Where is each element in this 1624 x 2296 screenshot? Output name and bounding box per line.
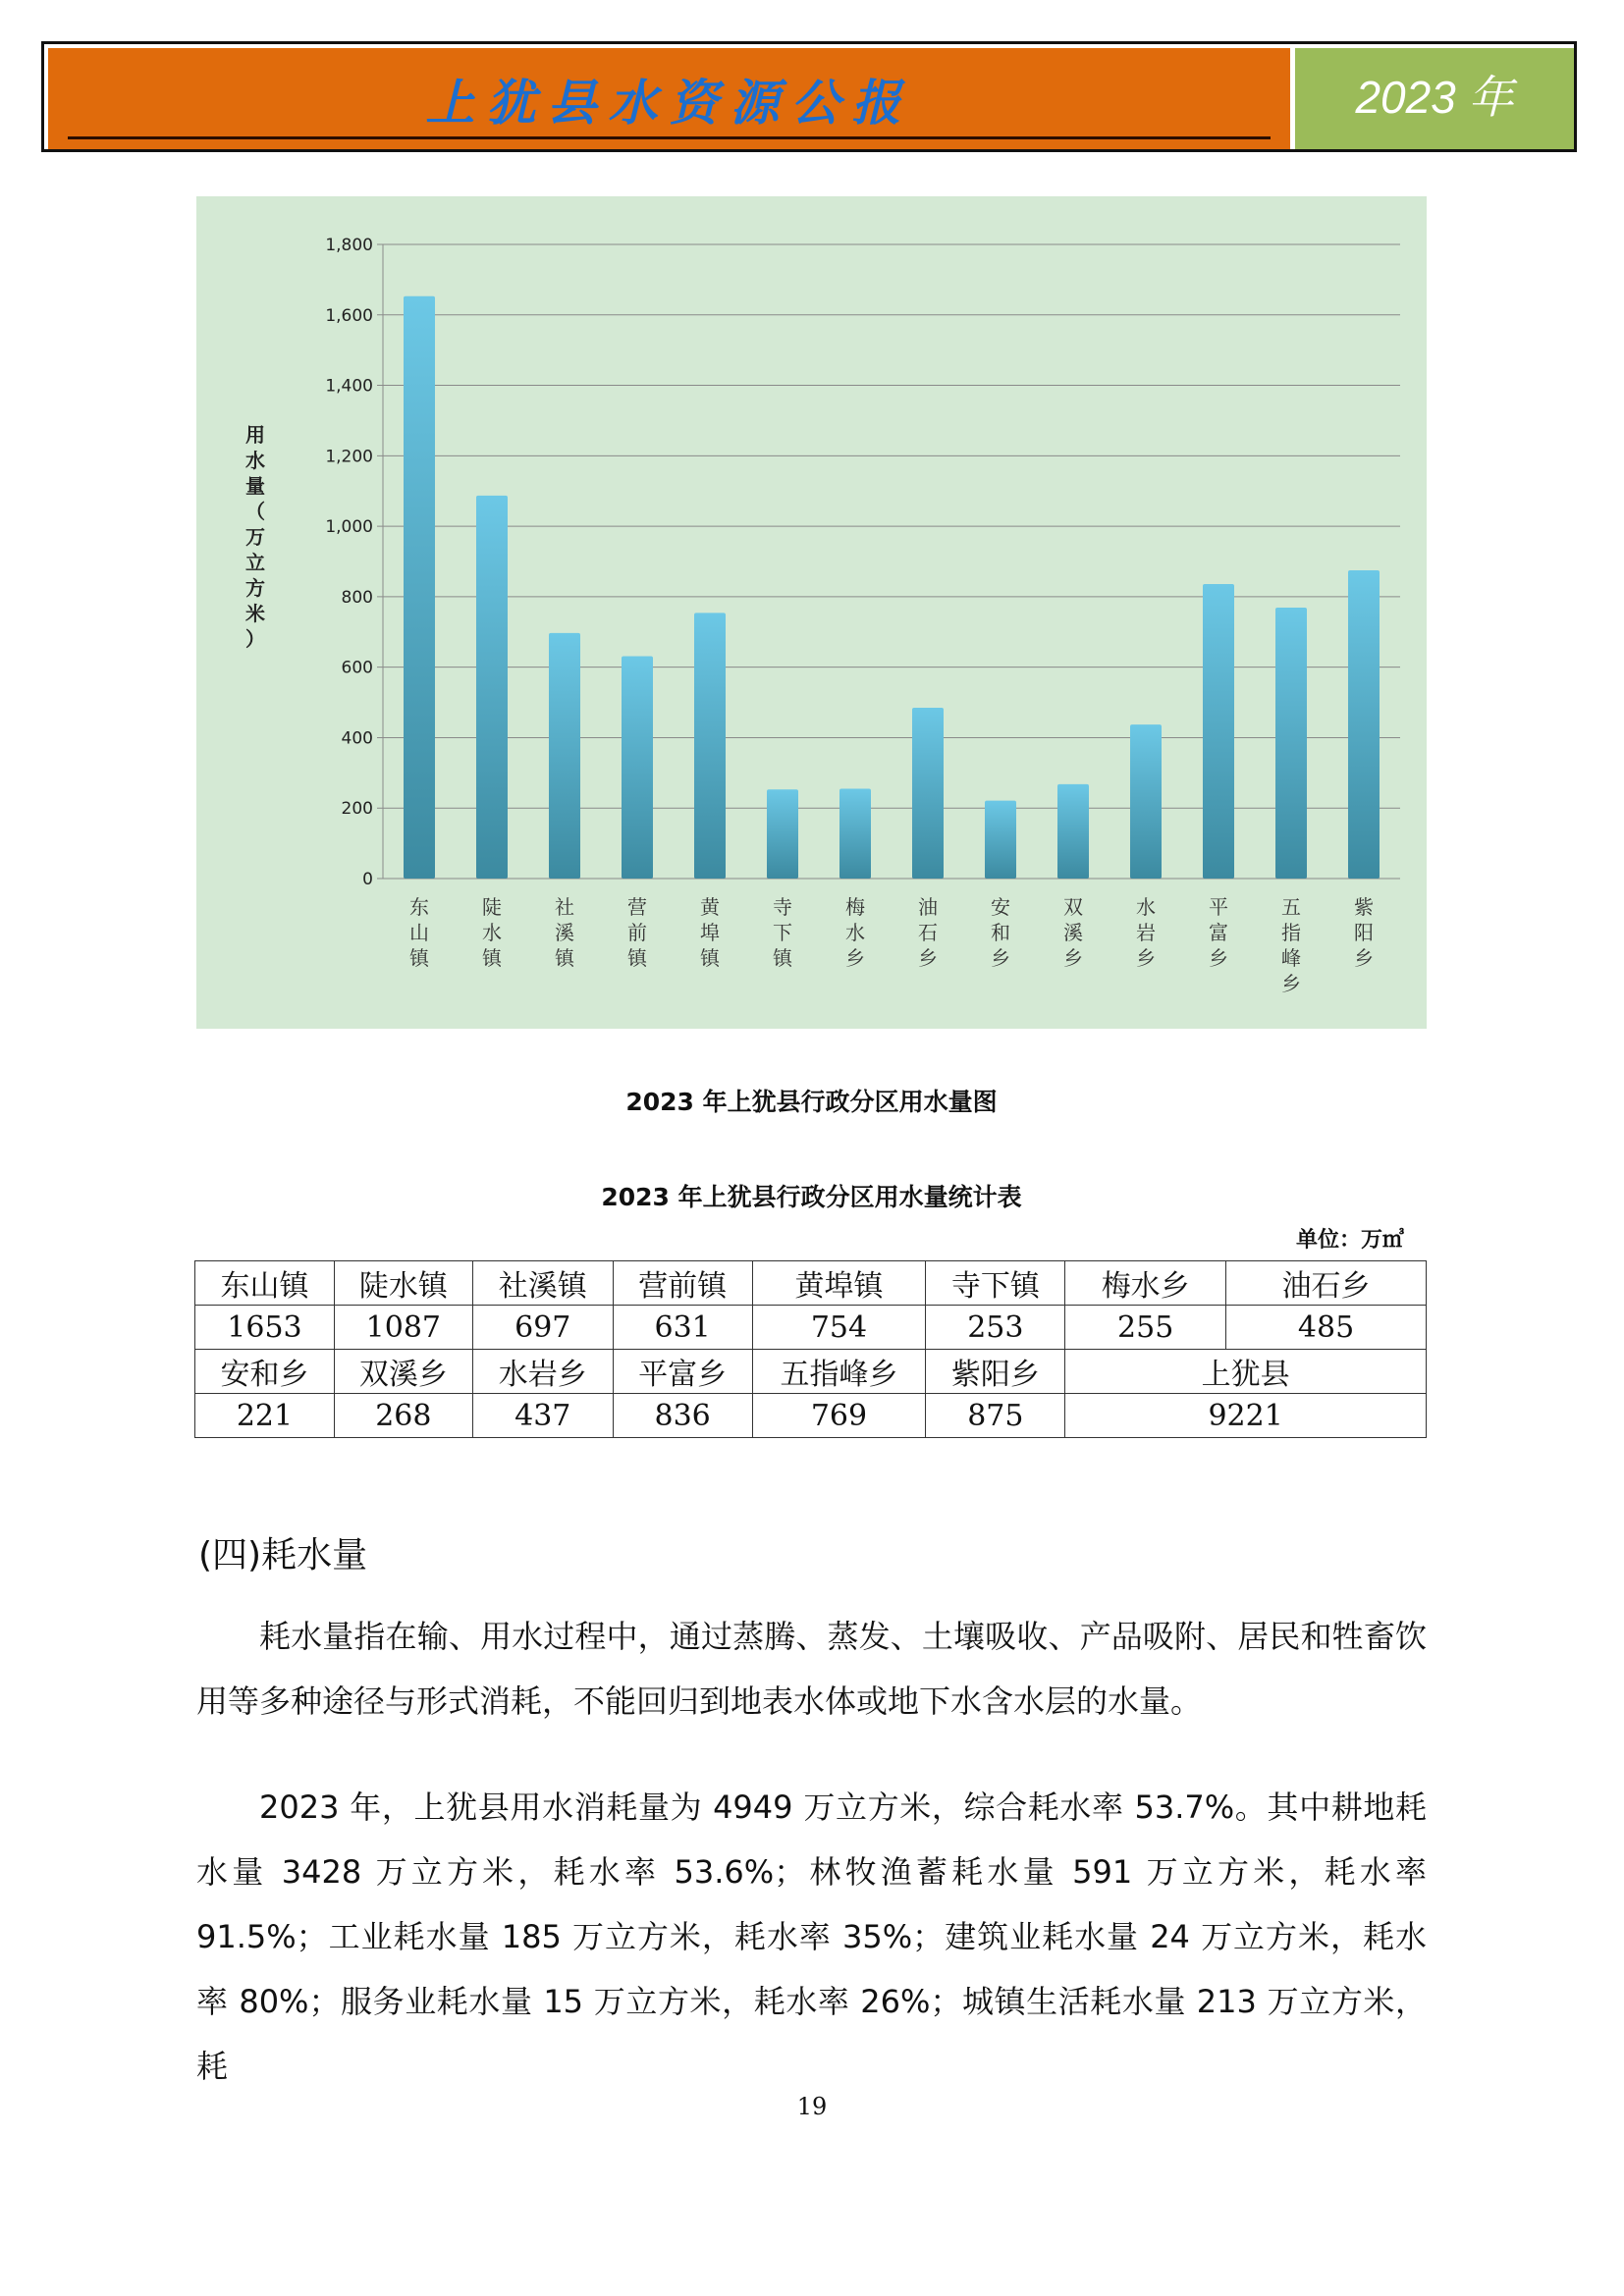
x-tick-label: 岩 [1136,921,1156,944]
table-row [195,1306,1427,1350]
x-tick-label: 阳 [1354,921,1374,944]
table-cell: 营前镇 [613,1261,752,1306]
table-cell: 437 [472,1394,613,1438]
water-use-bar-chart [196,196,1427,1029]
table-cell: 寺下镇 [926,1261,1065,1306]
table-cell: 221 [195,1394,335,1438]
x-tick-label: 营 [627,895,647,919]
y-tick-label: 1,400 [325,376,373,397]
x-tick-label: 社 [555,895,574,919]
x-tick-label: 五 [1281,895,1301,919]
bar [622,657,653,879]
x-tick-label: 埠 [700,921,720,944]
table-cell: 253 [926,1306,1065,1350]
table-cell: 1653 [195,1306,335,1350]
x-tick-label: 镇 [482,946,502,970]
x-tick-label: 前 [627,921,647,944]
bar [1203,584,1234,879]
table-cell: 9221 [1065,1394,1427,1438]
x-tick-label: 平 [1209,895,1228,919]
y-tick-label: 600 [341,658,373,678]
table-cell: 255 [1065,1306,1226,1350]
bar [1130,724,1162,879]
chart-caption: 2023 年上犹县行政分区用水量图 [625,1088,998,1116]
x-tick-label: 溪 [1063,921,1083,944]
header-year-panel [1295,48,1574,149]
paragraph-definition: 耗水量指在输、用水过程中，通过蒸腾、蒸发、土壤吸收、产品吸附、居民和牲畜饮用等多种途径与形式消耗，不能回归到地表水体或地下水含水层的水量。 [196,1618,1427,1720]
table-cell: 268 [334,1394,472,1438]
bar [694,613,726,879]
table-cell: 梅水乡 [1065,1261,1226,1306]
x-tick-label: 镇 [773,946,792,970]
report-year: 2023 年 [1355,72,1514,123]
x-tick-label: 下 [773,921,792,944]
y-axis-label: 量 [245,474,265,498]
report-title: 上犹县水资源公报 [425,74,913,132]
y-tick-label: 1,600 [325,305,373,326]
x-tick-label: 东 [409,895,429,919]
x-tick-label: 镇 [409,946,429,970]
x-tick-label: 油 [918,895,938,919]
bar [1275,608,1307,879]
x-tick-label: 乡 [918,946,938,970]
table-cell: 697 [472,1306,613,1350]
table-cell: 754 [752,1306,926,1350]
bar [985,801,1016,879]
table-title: 2023 年上犹县行政分区用水量统计表 [601,1183,1022,1211]
table-cell: 769 [752,1394,926,1438]
bar [549,633,580,879]
x-tick-label: 水 [1136,895,1156,919]
x-tick-label: 石 [918,921,938,944]
table-row [195,1261,1427,1306]
table-cell: 黄埠镇 [752,1261,926,1306]
y-axis-label: 方 [245,576,265,600]
x-tick-label: 乡 [1209,946,1228,970]
y-tick-label: 1,000 [325,517,373,538]
y-tick-label: 1,200 [325,447,373,467]
table-cell: 875 [926,1394,1065,1438]
x-tick-label: 梅 [845,895,865,919]
y-tick-label: 400 [341,728,373,749]
bar [767,789,798,879]
x-tick-label: 指 [1281,921,1301,944]
bar [404,296,435,879]
y-tick-label: 0 [362,870,373,889]
x-tick-label: 山 [409,921,429,944]
page-number: 19 [796,2093,828,2120]
y-tick-label: 200 [341,799,373,820]
table-cell: 1087 [334,1306,472,1350]
x-tick-label: 寺 [773,895,792,919]
y-tick-label: 800 [341,587,373,608]
table-cell: 双溪乡 [334,1350,472,1394]
header-title-panel [48,48,1290,149]
bar [839,788,871,879]
bar [476,496,508,879]
x-tick-label: 峰 [1281,946,1301,970]
table-cell: 五指峰乡 [752,1350,926,1394]
x-tick-label: 溪 [555,921,574,944]
paragraph-statistics: 2023 年，上犹县用水消耗量为 4949 万立方米，综合耗水率 53.7%。其中耕地耗水量 3428 万立方米，耗水率 53.6%；林牧渔蓄耗水量 591 万立方米，耗水率 91.5%；工业耗水量 185 万立方米，耗水率 35%；建筑业耗水量 24 万立方米，耗水率 80%；服务业耗水量 15 万立方米，耗水率 26%；城镇生活耗水量 213 万立方米，耗 [196,1789,1427,2085]
x-tick-label: 乡 [1136,946,1156,970]
table-cell: 陡水镇 [334,1261,472,1306]
x-tick-label: 乡 [845,946,865,970]
table-cell: 平富乡 [613,1350,752,1394]
y-axis-label: 水 [245,449,265,472]
x-tick-label: 富 [1209,921,1228,944]
x-tick-label: 乡 [1281,972,1301,995]
x-tick-label: 紫 [1354,895,1374,919]
x-tick-label: 陡 [482,895,502,919]
x-tick-label: 乡 [991,946,1010,970]
x-tick-label: 乡 [1354,946,1374,970]
table-cell: 紫阳乡 [926,1350,1065,1394]
chart-svg [196,196,1427,1029]
table-cell: 水岩乡 [472,1350,613,1394]
x-tick-label: 镇 [555,946,574,970]
table-row [195,1350,1427,1394]
x-tick-label: 镇 [700,946,720,970]
x-tick-label: 水 [845,921,865,944]
x-tick-label: 乡 [1063,946,1083,970]
x-tick-label: 和 [991,921,1010,944]
table-cell: 485 [1226,1306,1427,1350]
bar [1057,784,1089,879]
x-tick-label: 安 [991,895,1010,919]
table-cell: 安和乡 [195,1350,335,1394]
header-underline [68,136,1271,139]
bar [1348,570,1380,879]
y-tick-label: 1,800 [325,236,373,255]
x-tick-label: 镇 [627,946,647,970]
table-cell: 东山镇 [195,1261,335,1306]
table-cell: 油石乡 [1226,1261,1427,1306]
y-axis-label: 立 [245,551,265,574]
x-tick-label: 黄 [700,895,720,919]
table-row [195,1394,1427,1438]
table-cell: 631 [613,1306,752,1350]
y-axis-label: 米 [245,602,265,625]
y-axis-label: 万 [245,525,265,549]
section-heading: (四)耗水量 [198,1535,368,1575]
table-cell: 836 [613,1394,752,1438]
water-use-table [194,1260,1427,1438]
x-tick-label: 水 [482,921,502,944]
table-unit: 单位：万㎥ [1295,1228,1404,1253]
bar [912,708,944,879]
y-axis-label: ） [245,627,265,651]
table-cell: 上犹县 [1065,1350,1427,1394]
x-tick-label: 双 [1063,895,1083,919]
table-cell: 社溪镇 [472,1261,613,1306]
y-axis-label: 用 [245,423,265,447]
y-axis-label: （ [245,500,265,523]
